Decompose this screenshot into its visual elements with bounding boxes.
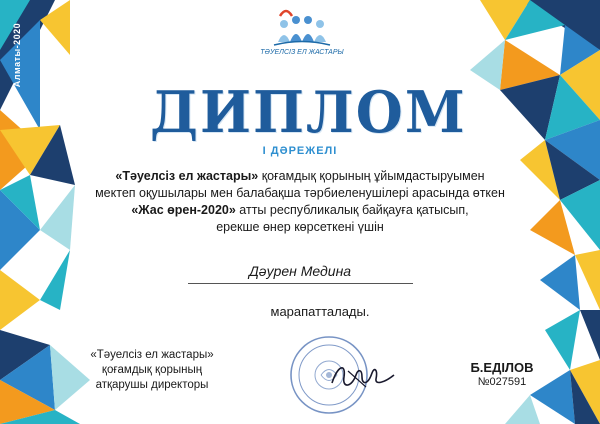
- organization-name: «Тәуелсіз ел жастары»: [115, 169, 259, 183]
- director-org-line-3: атқарушы директоры: [95, 379, 209, 391]
- city-year-label: Алматы-2020: [12, 22, 22, 88]
- signer-name: Б.ЕДІЛОВ: [470, 360, 534, 375]
- diploma-title: ДИПЛОМ: [150, 78, 467, 146]
- body-line-1: [80, 168, 520, 185]
- diploma-number: №027591: [477, 376, 527, 388]
- organization-logo: [262, 2, 342, 48]
- contest-name: «Жас өрен-2020»: [131, 203, 236, 217]
- logo-caption: ТӘУЕЛСІЗ ЕЛ ЖАСТАРЫ: [260, 49, 344, 56]
- body-line-2: мектеп оқушылары мен балабақша тәрбиеленушілері арасында өткен: [95, 186, 505, 200]
- recipient-name: Дәурен Медина: [248, 263, 352, 279]
- director-title: [62, 348, 242, 393]
- director-org-line-2: қоғамдық қорының: [101, 364, 203, 376]
- degree-label: І ДӘРЕЖЕЛІ: [262, 145, 338, 157]
- body-line-1-rest: қоғамдық қорының ұйымдастыруымен: [258, 169, 485, 183]
- body-line-3: [80, 202, 520, 219]
- body-line-3-rest: атты республикалық байқауға қатысып,: [235, 203, 469, 217]
- body-line-4: ерекше өнер көрсеткені үшін: [216, 220, 384, 234]
- director-org-line-1: «Тәуелсіз ел жастары»: [90, 349, 214, 361]
- signature: [328, 357, 398, 393]
- awarded-text: марапатталады.: [270, 304, 370, 319]
- diploma-body: [80, 168, 520, 236]
- name-underline: [188, 283, 413, 284]
